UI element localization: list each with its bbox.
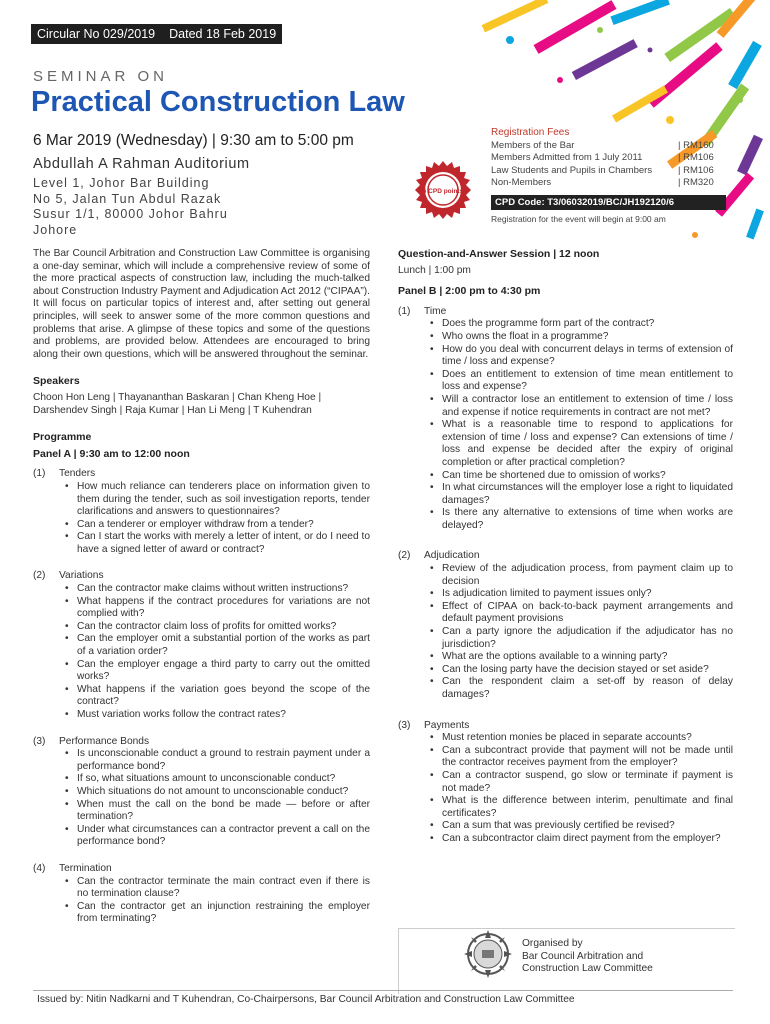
registration-note: Registration for the event will begin at 9:00 am [491,214,666,225]
section-label: Tenders [59,468,96,480]
seminar-on-label: SEMINAR ON [33,68,169,85]
fee-row [491,165,726,177]
panel-a-sections [33,468,370,926]
section-title [398,720,733,733]
programme-section [33,863,370,926]
question-item: • Can a subcontract provide that payment will not be made until the contractor receives payment from the employer? [442,745,733,770]
speakers-list: Choon Hon Leng | Thayananthan Baskaran | Chan Kheng Hoe | Darshendev Singh | Raja Kumar | Han Li Meng | T Kuhendran [33,391,322,416]
question-item: • When must the call on the bond be made — before or after termination? [77,799,370,824]
page-title: Practical Construction Law [31,86,405,118]
question-item: • What happens if the variation goes beyond the scope of the contract? [77,684,370,709]
question-item: • Review of the adjudication process, from payment claim up to decision [442,563,733,588]
question-item: • Can time be shortened due to omission of works? [442,470,733,483]
programme-section [398,306,733,533]
fee-label: Law Students and Pupils in Chambers [491,164,653,176]
question-item: • Under what circumstances can a contractor prevent a call on the performance bond? [77,824,370,849]
question-item: • Can the employer engage a third party to carry out the omitted works? [77,659,370,684]
organiser-text [522,938,653,976]
question-item: • Can a tenderer or employer withdraw from a tender? [77,519,370,532]
fee-amount: | RM160 [678,140,714,151]
circular-date: Dated 18 Feb 2019 [169,27,277,41]
question-item: • Can the losing party have the decision stayed or set aside? [442,664,733,677]
venue-address-line: Susur 1/1, 80000 Johor Bahru [33,207,228,221]
question-item: • Can the contractor terminate the main contract even if there is no termination clause? [77,876,370,901]
fee-label: Non-Members [491,176,552,188]
section-number: (2) [33,570,46,582]
programme-heading: Programme [33,431,92,444]
organiser-line: Construction Law Committee [522,963,653,974]
lunch-line: Lunch | 1:00 pm [398,264,471,276]
section-label: Adjudication [424,550,480,562]
cpd-code-bar: CPD Code: T3/06032019/BC/JH192120/6 [491,195,726,210]
footer-issued-by: Issued by: Nitin Nadkarni and T Kuhendran, Co-Chairpersons, Bar Council Arbitration and Construction Law Committee [37,994,575,1005]
question-item: • Can a subcontractor claim direct payment from the employer? [442,833,733,846]
fee-row [491,140,726,152]
section-title [33,570,370,583]
question-item: • Is there any alternative to extensions of time when works are delayed? [442,507,733,532]
speakers-heading: Speakers [33,375,80,388]
venue-address [33,176,228,238]
organiser-line: Bar Council Arbitration and [522,950,644,962]
question-item: • Can a contractor suspend, go slow or terminate if payment is not made? [442,770,733,795]
section-number: (4) [33,862,46,874]
registration-fees-title: Registration Fees [491,127,570,138]
question-item: • Which situations do not amount to unconscionable conduct? [77,786,370,799]
question-item: • Can a sum that was previously certified be revised? [442,820,733,833]
section-label: Payments [424,719,470,731]
question-item: • Does an entitlement to extension of time mean entitlement to loss and expense? [442,369,733,394]
question-item: • What is the difference between interim, penultimate and final certificates? [442,795,733,820]
question-item: • How do you deal with concurrent delays in terms of extension of time / loss and expense? [442,344,733,369]
programme-section [33,736,370,849]
question-item: • Can a party ignore the adjudication if the adjudicator has no jurisdiction? [442,626,733,651]
section-number: (3) [398,719,411,731]
question-list [33,583,370,722]
section-number: (2) [398,550,411,562]
question-item: • Must retention monies be placed in separate accounts? [442,732,733,745]
panel-b-heading: Panel B | 2:00 pm to 4:30 pm [398,285,541,298]
question-item: • Will a contractor lose an entitlement to extension of time / loss and expense if notice requirements in contract are not met? [442,394,733,419]
fee-row [491,152,726,164]
fee-amount: | RM106 [678,164,714,176]
section-title [398,550,733,563]
programme-section [33,570,370,721]
question-item: • Can the respondent claim a set-off by reason of delay damages? [442,676,733,701]
section-label: Variations [59,570,104,582]
question-item: • If so, what situations amount to unconscionable conduct? [77,773,370,786]
question-list [398,563,733,702]
cpd-points-seal-icon [413,160,473,220]
question-item: • Is adjudication limited to payment issues only? [442,588,733,601]
bar-council-logo-icon [462,928,514,980]
cpd-points-text: 6 CPD points [422,188,464,195]
question-list [398,318,733,532]
programme-section [398,550,733,701]
programme-section [33,468,370,556]
fee-amount: | RM320 [678,176,714,188]
question-item: • What is a reasonable time to respond to applications for extension of time / loss and expense? Can extensions of time / loss and expense be decided after the expiry of original completion or after practical completion? [442,419,733,469]
question-list [33,481,370,557]
question-item: • Does the programme form part of the contract? [442,318,733,331]
question-item: • Who owns the float in a programme? [442,331,733,344]
question-item: • What happens if the contract procedures for variations are not complied with? [77,596,370,621]
section-number: (3) [33,735,46,747]
question-item: • Can the contractor claim loss of profits for omitted works? [77,621,370,634]
section-title [398,306,733,319]
question-item: • Can the employer omit a substantial portion of the works as part of a variation order? [77,633,370,658]
fee-label: Members Admitted from 1 July 2011 [491,152,643,164]
venue-address-line: Johore [33,222,78,237]
organiser-line: Organised by [522,938,583,949]
fee-amount: | RM106 [678,152,714,164]
venue-address-line: No 5, Jalan Tun Abdul Razak [33,191,222,206]
circular-banner [31,24,282,44]
question-item: • Must variation works follow the contract rates? [77,709,370,722]
programme-section [398,720,733,846]
question-item: • How much reliance can tenderers place on information given to them during the tender, such as soil investigation reports, tender clarifications and answers to questionnaires? [77,481,370,519]
question-item: • Can the contractor get an injunction restraining the employer from terminating? [77,901,370,926]
question-item: • Can the contractor make claims without written instructions? [77,583,370,596]
section-label: Termination [59,862,112,874]
question-item: • In what circumstances will the employer lose a right to liquidated damages? [442,482,733,507]
question-item: • Effect of CIPAA on back-to-back payment arrangements and default payment provisions [442,601,733,626]
event-date-time: 6 Mar 2019 (Wednesday) | 9:30 am to 5:00 pm [33,132,354,149]
fee-row [491,177,726,189]
question-item: • What are the options available to a winning party? [442,651,733,664]
venue-address-line: Level 1, Johor Bar Building [33,176,210,190]
left-column [33,248,370,926]
registration-fees-panel [491,127,726,224]
fee-label: Members of the Bar [491,140,575,151]
question-item: • Can I start the works with merely a letter of intent, or do I need to have a signed letter of award or contract? [77,531,370,556]
section-number: (1) [33,468,46,480]
circular-number: Circular No 029/2019 [37,27,156,41]
section-label: Performance Bonds [59,735,150,747]
question-item: • Is unconscionable conduct a ground to restrain payment under a performance bond? [77,748,370,773]
right-column [398,248,733,846]
intro-paragraph: The Bar Council Arbitration and Construction Law Committee is organising a one-day seminar, which will include a comprehensive review of some of the more practical aspects of construction law, including the much-talked about Construction Industry Payment and Adjudication Act 2012 (“CIPAA”). It will focus on particular topics of interest and, after setting out general principles, will seek to answer some of the more common questions and problems that arise. A glimpse of these topics and some of the questions and problems, are provided below. Attendees are encouraged to bring along their own questions, which will be answered throughout the seminar. [33,248,370,360]
venue-name: Abdullah A Rahman Auditorium [33,156,250,172]
question-list [398,732,733,845]
footer-divider [33,990,733,991]
section-title [33,863,370,876]
question-list [33,748,370,849]
panel-a-heading: Panel A | 9:30 am to 12:00 noon [33,447,190,460]
section-label: Time [424,305,447,317]
section-title [33,736,370,749]
panel-b-sections [398,306,733,846]
section-title [33,468,370,481]
section-number: (1) [398,305,411,317]
question-list [33,876,370,926]
qa-session-heading: Question-and-Answer Session | 12 noon [398,248,600,260]
